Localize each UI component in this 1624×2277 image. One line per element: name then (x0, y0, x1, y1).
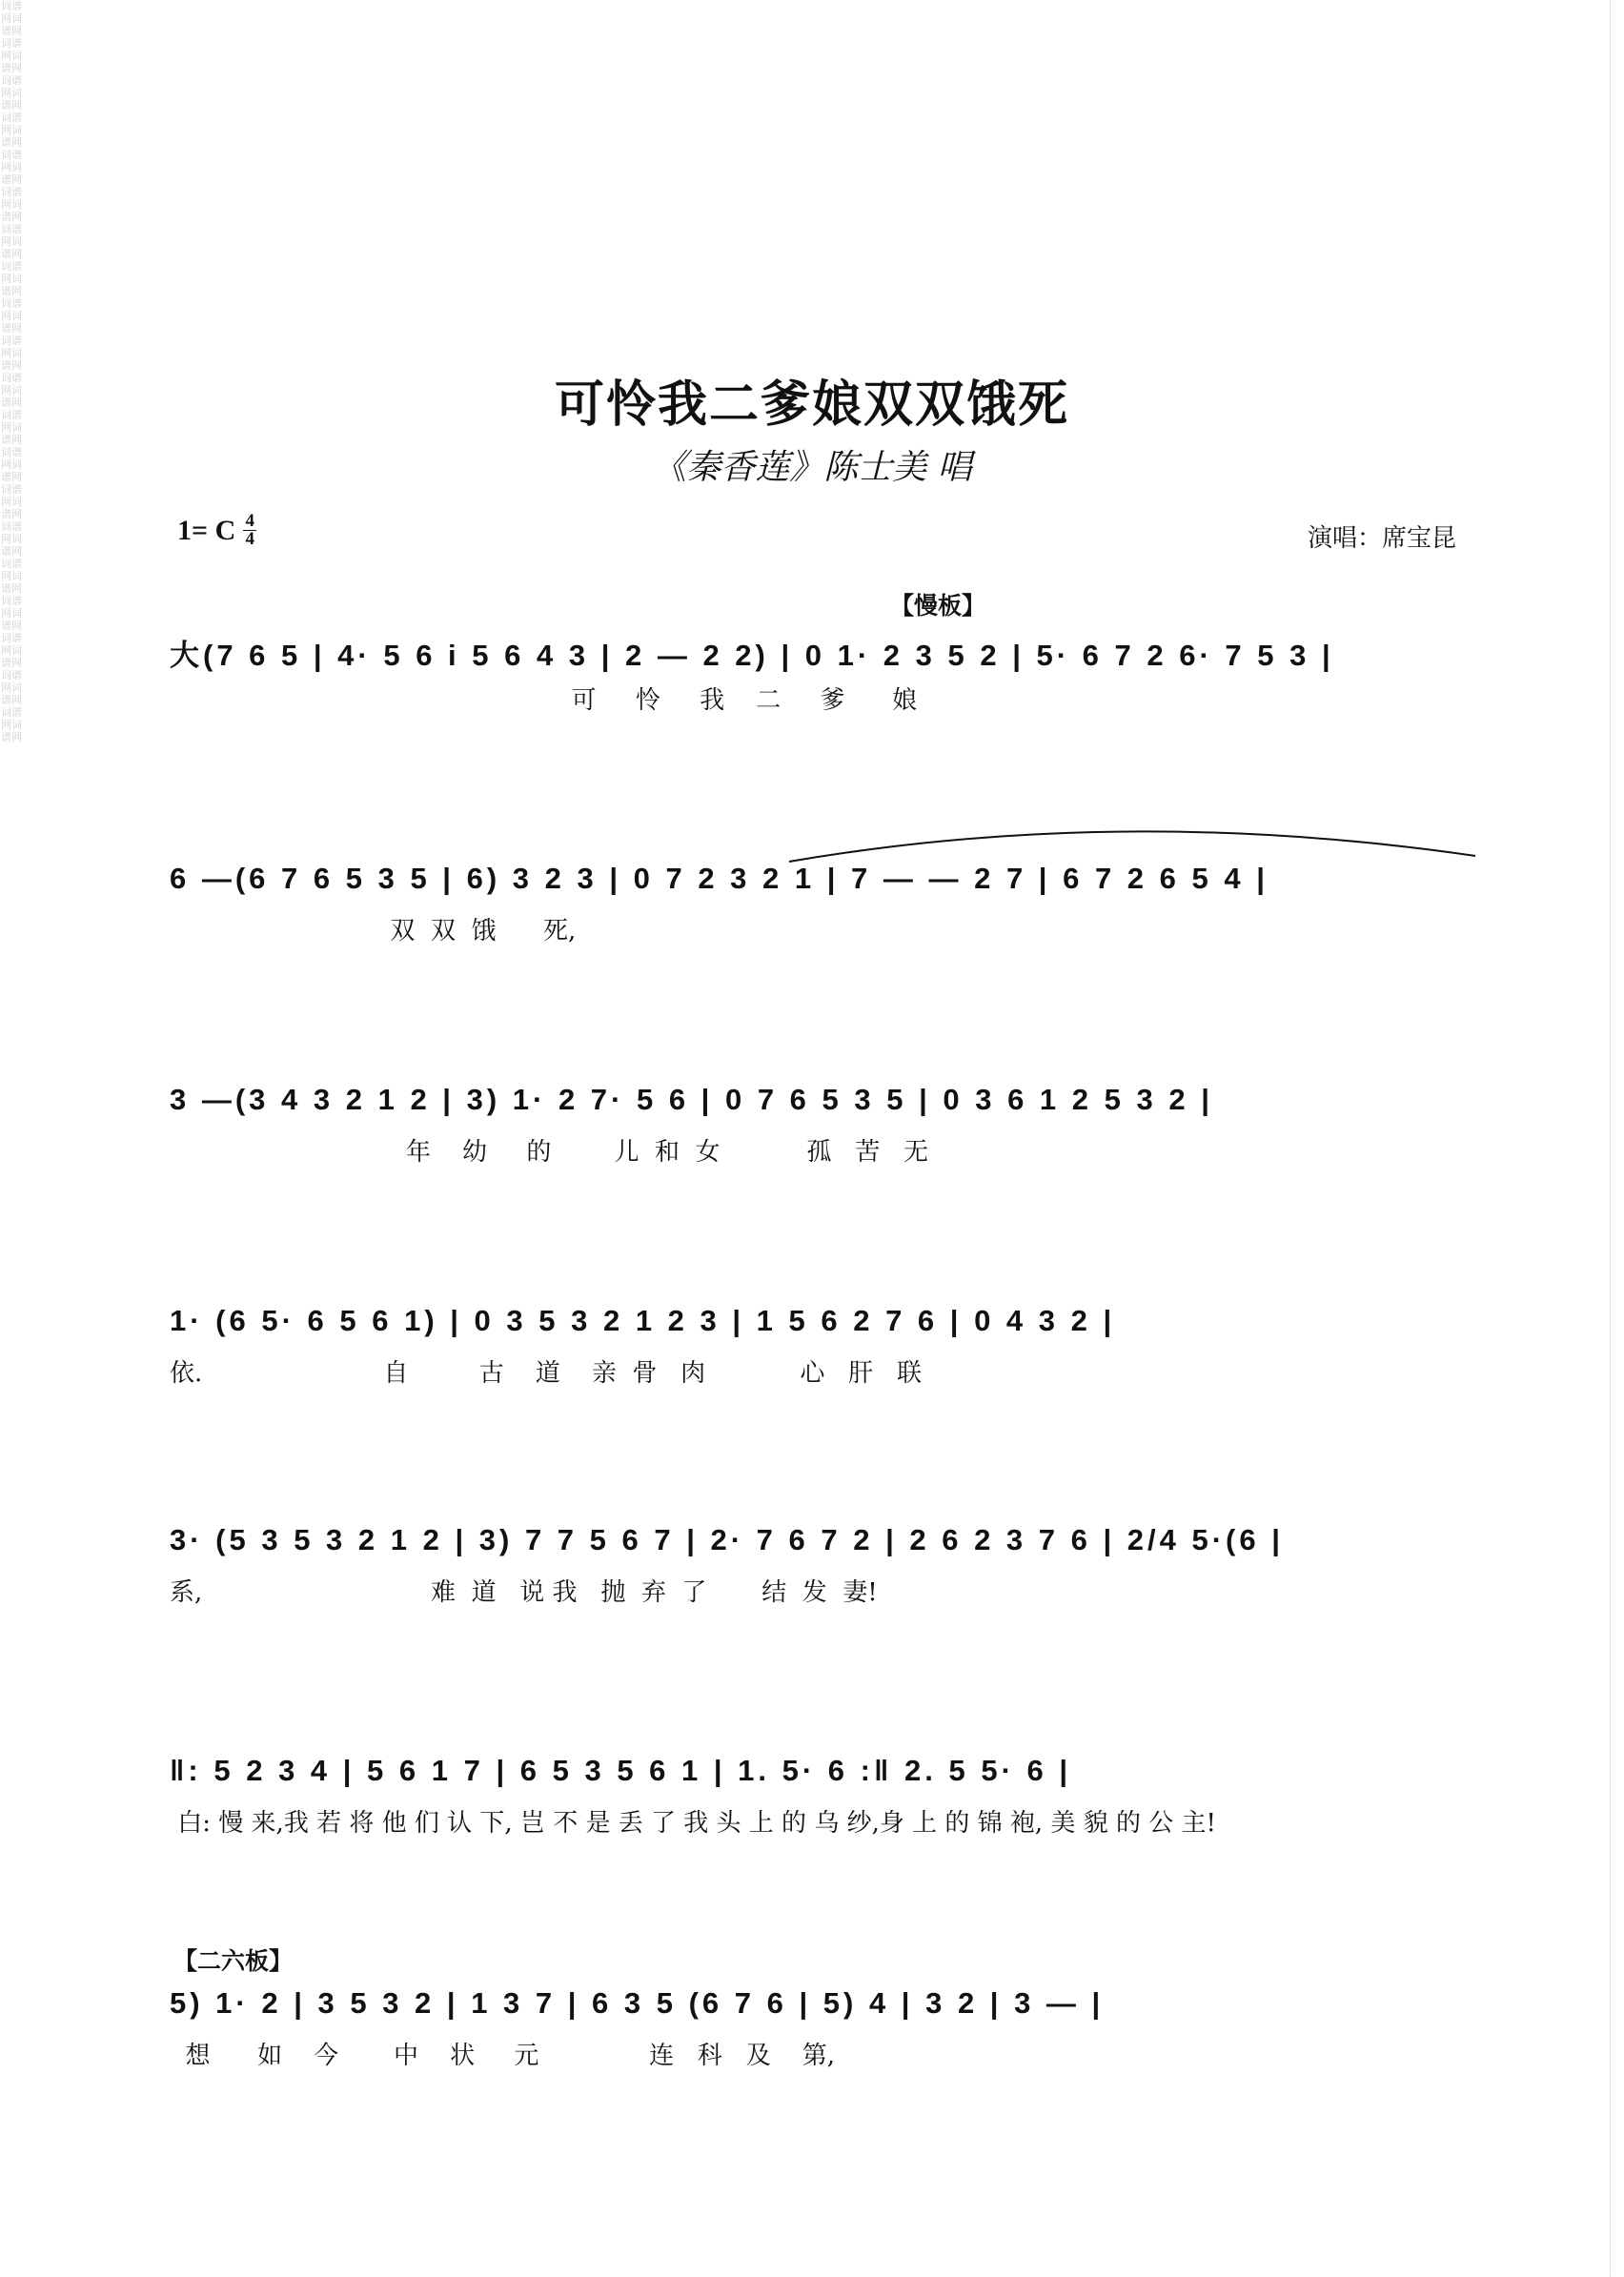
notation-line: ‖: 5 2 3 4 | 5 6 1 7 | 6 5 3 5 6 1 | 1. 5· 6 :‖ 2. 5 5· 6 | (170, 1754, 1072, 1787)
song-title: 可怜我二爹娘双双饿死 (554, 376, 1069, 434)
notation-line: 大(7 6 5 | 4· 5 6 i 5 6 4 3 | 2 — 2 2) | 0 1· 2 3 5 2 | 5· 6 7 2 6· 7 5 3 | (170, 639, 1334, 672)
time-top: 4 (245, 511, 255, 531)
page-edge-line (1610, 0, 1611, 2277)
notation-line: 3 —(3 4 3 2 1 2 | 3) 1· 2 7· 5 6 | 0 7 6 5 3 5 | 0 3 6 1 2 5 3 2 | (170, 1083, 1213, 1116)
time-bottom: 4 (245, 529, 255, 549)
lyric-line: 年 幼 的 儿 和 女 孤 苦 无 (170, 1138, 928, 1167)
key-label: 1= C (177, 514, 236, 546)
tempo-marking: 【二六板】 (173, 1947, 294, 1975)
song-subtitle: 《秦香莲》陈士美 唱 (652, 448, 972, 487)
lyric-line: 双 双 饿 死, (170, 917, 577, 945)
time-signature (243, 513, 256, 548)
singer-credit: 演唱：席宝昆 (1308, 524, 1457, 553)
notation-line: 1· (6 5· 6 5 6 1) | 0 3 5 3 2 1 2 3 | 1 5 6 2 7 6 | 0 4 3 2 | (170, 1304, 1116, 1337)
slur-arc (170, 818, 1475, 865)
lyric-line: 可 怜 我 二 爹 娘 (170, 686, 918, 715)
notation-line: 3· (5 3 5 3 2 1 2 | 3) 7 7 5 6 7 | 2· 7 6 7 2 | 2 6 2 3 7 6 | 2/4 5·(6 | (170, 1523, 1284, 1556)
key-signature (177, 513, 256, 548)
lyric-line: 系, 难 道 说 我 抛 弃 了 结 发 妻! (170, 1578, 878, 1607)
notation-line: 6 —(6 7 6 5 3 5 | 6) 3 2 3 | 0 7 2 3 2 1 | 7 — — 2 7 | 6 7 2 6 5 4 | (170, 862, 1269, 895)
tempo-marking: 【慢板】 (890, 592, 986, 620)
side-watermark: 词谱网词谱网词谱网词谱网词谱网词谱网词谱网词谱网词谱网词谱网词谱网词谱网词谱网词谱网词谱网词谱网词谱网词谱网词谱网词谱网词谱网词谱网词谱网词谱网词谱网词谱网词谱网词谱网词谱网词谱网词谱网词谱网词谱网词谱网词谱网词谱网词谱网词谱网词谱网词谱网 (1, 0, 22, 743)
notation-line: 5) 1· 2 | 3 5 3 2 | 1 3 7 | 6 3 5 (6 7 6 | 5) 4 | 3 2 | 3 — | (170, 1986, 1105, 2020)
lyric-line: 想 如 今 中 状 元 连 科 及 第, (170, 2042, 836, 2070)
lyric-line: 白: 慢 来,我 若 将 他 们 认 下, 岂 不 是 丢 了 我 头 上 的 乌 纱,身 上 的 锦 袍, 美 貌 的 公 主! (170, 1809, 1216, 1838)
lyric-line: 依. 自 古 道 亲 骨 肉 心 肝 联 (170, 1359, 922, 1388)
